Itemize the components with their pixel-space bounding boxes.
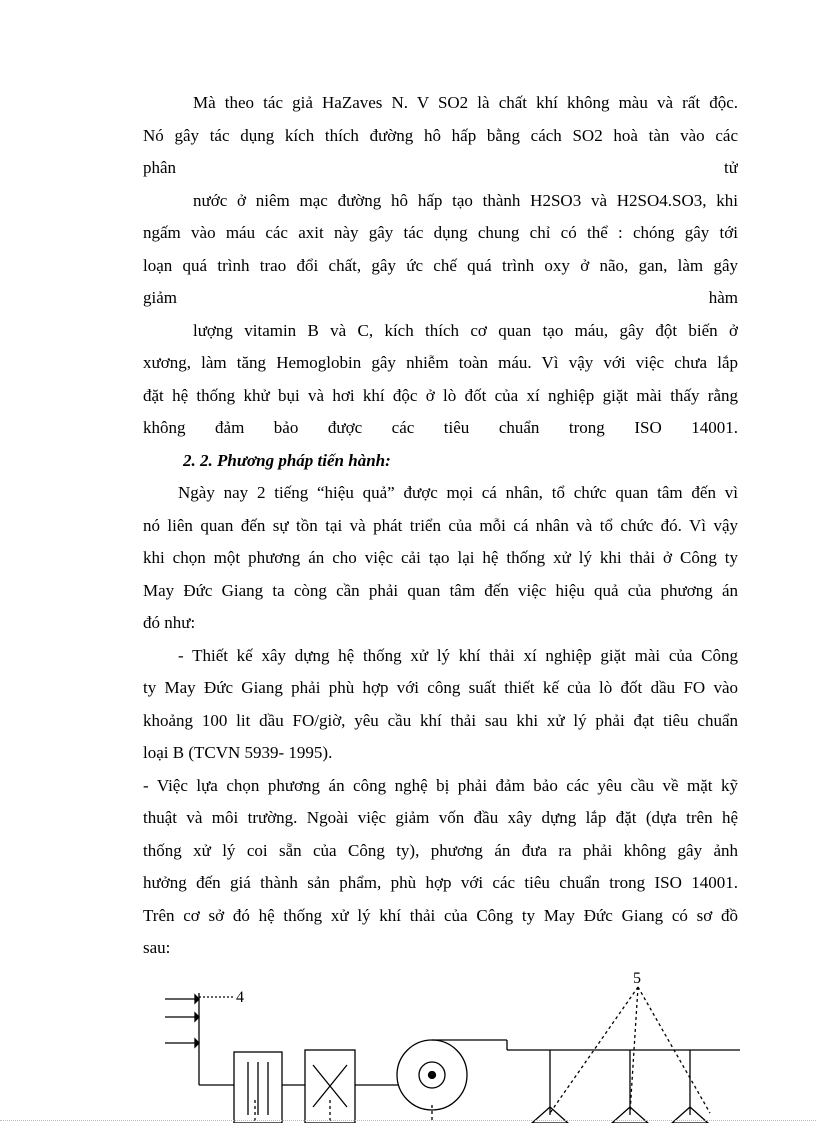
text-line: - Thiết kế xây dựng hệ thống xử lý khí thải xí nghiệp giặt mài của Công [178,645,738,665]
text-line: thuật và môi trường. Ngoài việc giảm vốn đầu xây dựng lắp đặt (dựa trên hệ [143,808,738,827]
text-line: hưởng đến giá thành sản phẩm, phù hợp với các tiêu chuẩn trong ISO 14001. [143,873,738,892]
exhaust-treatment-diagram [150,965,740,1123]
text-line: đó như: [143,613,196,632]
text-line: khi chọn một phương án cho việc cải tạo lại hệ thống xử lý khi thải ở Công ty [143,548,738,567]
text-line: không đảm bảo được các tiêu chuẩn trong ISO 14001. [143,418,738,437]
text-line: loạn quá trình trao đổi chất, gây ức chế quá trình oxy ở não, gan, làm gây [143,255,738,275]
text-line: - Việc lựa chọn phương án công nghệ bị phải đảm bảo các yêu cầu về mặt kỹ [143,775,738,795]
text-line: khoảng 100 lit dầu FO/giờ, yêu cầu khí thải sau khi xử lý phải đạt tiêu chuẩn [143,710,738,730]
text-line: Ngày nay 2 tiếng “hiệu quả” được mọi cá nhân, tổ chức quan tâm đến vì [178,483,738,502]
text-line: lượng vitamin B và C, kích thích cơ quan tạo máu, gây đột biến ở [193,320,738,340]
text-line: thống xử lý coi sẵn của Công ty), phương án đưa ra phải không gây ảnh [143,840,738,860]
text-line: đặt hệ thống khử bụi và hơi khí độc ở lò đốt của xí nghiệp giặt mài thấy rằng [143,385,738,405]
page-edge [0,1120,816,1122]
text-line: phân tử [143,158,738,177]
text-line: Trên cơ sở đó hệ thống xử lý khí thải của Công ty May Đức Giang có sơ đồ [143,905,738,925]
diagram-label-4: 4 [236,989,244,1006]
text-line: sau: [143,938,171,957]
text-line: nước ở niêm mạc đường hô hấp tạo thành H2SO3 và H2SO4.SO3, khi [193,190,738,210]
text-line: nó liên quan đến sự tồn tại và phát triển của mỗi cá nhân và tổ chức đó. Vì vậy [143,515,738,535]
text-line: ngấm vào máu các axit này gây tác dụng chung chỉ có thể : chóng gây tới [143,223,738,242]
text-line: xương, làm tăng Hemoglobin gây nhiễm toàn máu. Vì vậy với việc chưa lắp [143,353,738,372]
section-heading: 2. 2. Phương pháp tiến hành: [183,450,391,470]
text-line: Nó gây tác dụng kích thích đường hô hấp bằng cách SO2 hoà tàn vào các [143,125,738,145]
text-line: giảm hàm [143,288,738,307]
text-line: May Đức Giang ta còng cần phải quan tâm đến việc hiệu quả của phương án [143,580,738,600]
text-line: loại B (TCVN 5939- 1995). [143,743,333,762]
text-line: Mà theo tác giả HaZaves N. V SO2 là chất khí không màu và rất độc. [193,93,738,112]
text-line: ty May Đức Giang phải phù hợp với công suất thiết kế của lò đốt dầu FO vào [143,678,738,697]
diagram-label-5: 5 [633,970,641,987]
